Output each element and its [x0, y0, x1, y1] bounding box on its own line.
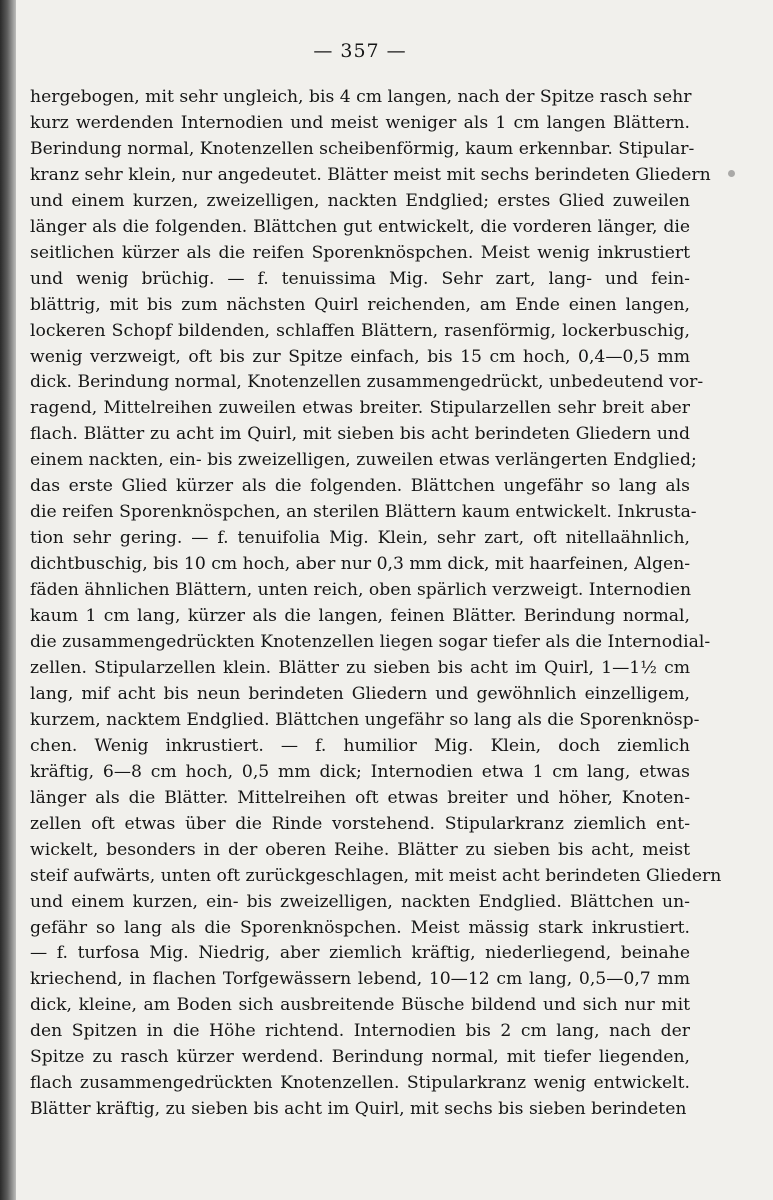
- text-line: den Spitzen in die Höhe richtend. Internodien bis 2 cm lang, nach der: [30, 1021, 690, 1042]
- text-line: chen. Wenig inkrustiert. — f. humilior Mig. Klein, doch ziemlich: [30, 735, 690, 756]
- text-line: dichtbuschig, bis 10 cm hoch, aber nur 0,3 mm dick, mit haarfeinen, Algen-: [30, 554, 691, 575]
- text-line: kurzem, nacktem Endglied. Blättchen ungefähr so lang als die Sporenknösp-: [30, 709, 700, 730]
- text-line: blättrig, mit bis zum nächsten Quirl reichenden, am Ende einen langen,: [30, 294, 690, 315]
- text-line: hergebogen, mit sehr ungleich, bis 4 cm langen, nach der Spitze rasch sehr: [30, 87, 692, 107]
- text-line: kranz sehr klein, nur angedeutet. Blätter meist mit sechs berindeten Gliedern: [30, 164, 711, 185]
- text-line: wickelt, besonders in der oberen Reihe. Blätter zu sieben bis acht, meist: [30, 839, 690, 860]
- text-line: die reifen Sporenknöspchen, an sterilen Blättern kaum entwickelt. Inkrusta-: [30, 502, 697, 523]
- text-line: und einem kurzen, ein- bis zweizelligen, nackten Endglied. Blättchen un-: [30, 891, 690, 912]
- text-line: ragend, Mittelreihen zuweilen etwas breiter. Stipularzellen sehr breit aber: [30, 398, 690, 419]
- text-line: und wenig brüchig. — f. tenuissima Mig. Sehr zart, lang- und fein-: [30, 268, 690, 289]
- text-line: Spitze zu rasch kürzer werdend. Berindung normal, mit tiefer liegenden,: [30, 1047, 690, 1068]
- book-page: [30, 40, 722, 1123]
- text-line: einem nackten, ein- bis zweizelligen, zuweilen etwas verlängerten Endglied;: [30, 450, 697, 471]
- text-line: lang, mif acht bis neun berindeten Gliedern und gewöhnlich einzelligem,: [30, 683, 690, 704]
- text-line: flach. Blätter zu acht im Quirl, mit sieben bis acht berindeten Gliedern und: [30, 424, 690, 445]
- text-line: kriechend, in flachen Torfgewässern lebend, 10—12 cm lang, 0,5—0,7 mm: [30, 969, 690, 990]
- text-line: — f. turfosa Mig. Niedrig, aber ziemlich kräftig, niederliegend, beinahe: [30, 943, 690, 964]
- text-line: steif aufwärts, unten oft zurückgeschlagen, mit meist acht berindeten Gliedern: [30, 865, 722, 886]
- page-number: — 357 —: [313, 40, 407, 62]
- text-line: länger als die folgenden. Blättchen gut entwickelt, die vorderen länger, die: [30, 216, 690, 237]
- text-line: länger als die Blätter. Mittelreihen oft etwas breiter und höher, Knoten-: [30, 787, 690, 808]
- text-line: dick. Berindung normal, Knotenzellen zusammengedrückt, unbedeutend vor-: [30, 372, 704, 393]
- text-line: das erste Glied kürzer als die folgenden. Blättchen ungefähr so lang als: [30, 476, 690, 497]
- text-line: lockeren Schopf bildenden, schlaffen Blättern, rasenförmig, lockerbuschig,: [30, 320, 690, 341]
- text-line: die zusammengedrückten Knotenzellen liegen sogar tiefer als die Internodial-: [30, 632, 711, 653]
- text-line: fäden ähnlichen Blättern, unten reich, oben spärlich verzweigt. Internodien: [30, 580, 692, 601]
- text-line: kurz werdenden Internodien und meist weniger als 1 cm langen Blättern.: [30, 112, 690, 133]
- text-line: seitlichen kürzer als die reifen Sporenknöspchen. Meist wenig inkrustiert: [30, 242, 690, 263]
- text-line: kaum 1 cm lang, kürzer als die langen, feinen Blätter. Berindung normal,: [30, 606, 690, 627]
- text-line: wenig verzweigt, oft bis zur Spitze einfach, bis 15 cm hoch, 0,4—0,5 mm: [30, 346, 690, 367]
- text-line: kräftig, 6—8 cm hoch, 0,5 mm dick; Internodien etwa 1 cm lang, etwas: [30, 761, 690, 782]
- text-line: zellen oft etwas über die Rinde vorstehend. Stipularkranz ziemlich ent-: [30, 813, 690, 834]
- text-line: tion sehr gering. — f. tenuifolia Mig. Klein, sehr zart, oft nitellaähnlich,: [30, 528, 690, 549]
- text-line: gefähr so lang als die Sporenknöspchen. Meist mässig stark inkrustiert.: [30, 917, 690, 938]
- text-line: Berindung normal, Knotenzellen scheibenförmig, kaum erkennbar. Stipular-: [30, 138, 695, 159]
- body-text: [30, 85, 722, 1123]
- text-line: flach zusammengedrückten Knotenzellen. Stipularkranz wenig entwickelt.: [30, 1073, 690, 1094]
- text-line: Blätter kräftig, zu sieben bis acht im Quirl, mit sechs bis sieben berindeten: [30, 1099, 687, 1120]
- paper-spot: [728, 170, 735, 177]
- text-line: und einem kurzen, zweizelligen, nackten Endglied; erstes Glied zuweilen: [30, 190, 690, 211]
- text-line: dick, kleine, am Boden sich ausbreitende Büsche bildend und sich nur mit: [30, 995, 690, 1016]
- text-line: zellen. Stipularzellen klein. Blätter zu sieben bis acht im Quirl, 1—1½ cm: [30, 657, 690, 678]
- book-binding-shadow: [0, 0, 16, 1200]
